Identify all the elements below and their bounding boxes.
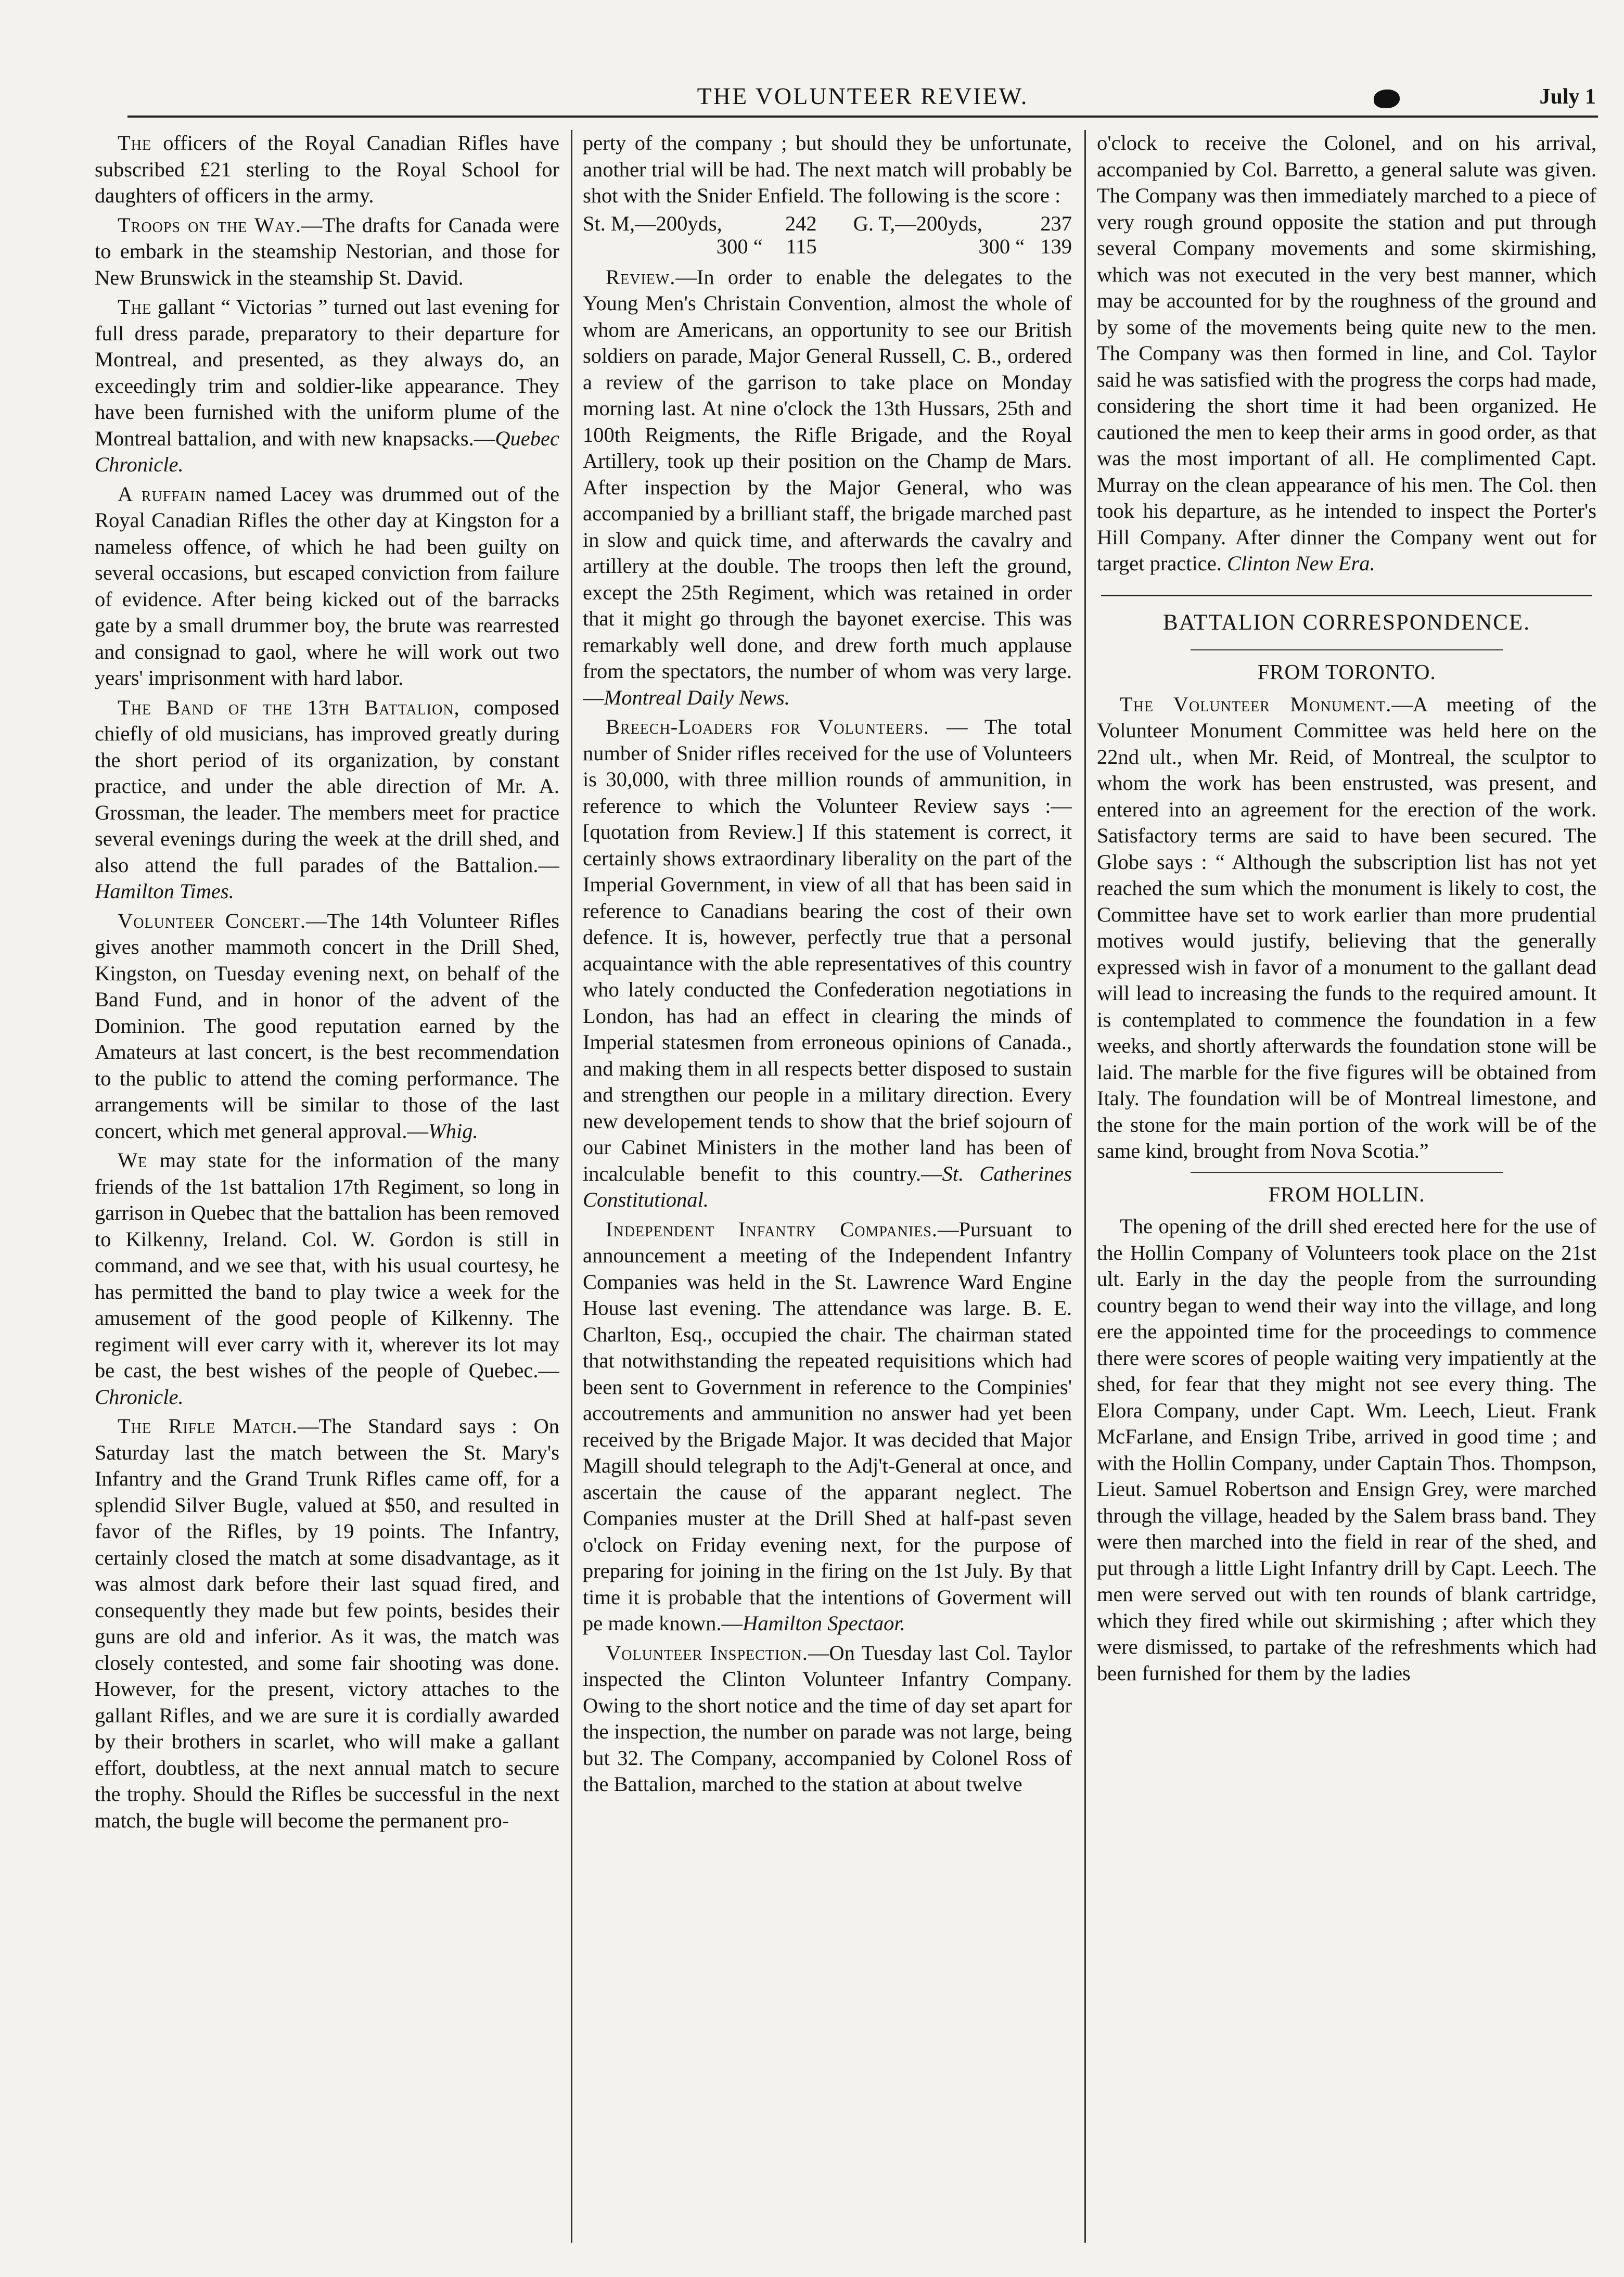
article-volunteer-inspection <box>583 1640 1072 1798</box>
article-victorias <box>95 294 559 478</box>
article-lead: Troops on the Way. <box>118 213 302 237</box>
article-body: —In order to enable the delegates to the Young Men's Christain Convention, almost the whole of whom are Americans, an opportunity to see our British soldiers on parade, Major General Russell, C. B., ordered a review of the garrison to take place on Monday morning last. At nine o'clock the 13th Hussars, 25th and 100th Reigments, the Rifle Brigade, and the Royal Artillery, took up their position on the Champ de Mars. After inspection by the Major General, who was accompanied by a brilliant staff, the brigade marched past in slow and quick time, and afterwards the cavalry and artillery at the double. The troops then left the ground, except the 25th Regiment, which was retained in order that it might go through the bayonet exercise. This was remarkably well done, and drew forth much applause from the spectators, the number of whom was very large.— <box>583 265 1072 709</box>
article-source: Whig. <box>428 1119 478 1143</box>
table-row <box>583 235 1072 258</box>
article-independent-infantry <box>583 1217 1072 1637</box>
column-rule <box>571 130 572 2243</box>
flower-ornament-icon <box>1374 89 1400 108</box>
article-lead: The Volunteer Monument. <box>1120 692 1392 716</box>
article-lead: A ruffain <box>118 482 207 506</box>
article-source: Chronicle. <box>95 1385 184 1409</box>
article-17th-regiment <box>95 1147 559 1410</box>
column-left <box>95 130 559 2253</box>
article-body: —A meeting of the Volunteer Monument Committee was held here on the 22nd ult., when Mr. Reid, of Montreal, the sculptor to whom the work has been enstrusted, was present, and entered into an agreement for the erection of the work. Satisfactory terms are said to have been secured. The Globe says : “ Although the subscription list has not yet reached the sum which the monument is likely to cost, the Committee have set to work earlier than more prudential motives would justify, believing that the generally expressed wish in favor of a monument to the gallant dead will lead to increasing the funds to the required amount. It is contemplated to commence the foundation in a few weeks, and shortly afterwards the foundation stone will be laid. The marble for the five figures will be obtained from Italy. The foundation will be of Montreal limestone, and the stone for the main portion of the work will be of the same kind, brought from Nova Scotia.” <box>1097 692 1596 1162</box>
article-body: — The total number of Snider rifles received for the use of Volunteers is 30,000, with three million rounds of ammunition, in reference to which the Volunteer Review says :—[quotation from Review.] If this statement is correct, it certainly shows extraordinary liberality on the part of the Imperial Government, in view of all that has been said in reference to Canadians bearing the cost of their own defence. It is, however, perfectly true that a personal acquaintance with the able representatives of this country who lately conducted the Confederation negotiations in London, has had an effect in clearing the minds of Imperial statesmen from erroneous opinions of Canada., and making them in all respects better disposed to sustain and strengthen our people in a military direction. Every new developement tends to show that the brief sojourn of our Cabinet Ministers in the mother land has been of incalculable benefit to this country.— <box>583 715 1072 1185</box>
article-source: Hamilton Spectaor. <box>743 1611 905 1635</box>
column-right <box>1097 130 1596 2253</box>
article-body: composed chiefly of old musicians, has improved greatly during the short period of its organization, by constant practice, and under the able direction of Mr. A. Grossman, the leader. The members meet for practice several evenings during the week at the drill shed, and also attend the full parades of the Battalion.— <box>95 695 559 877</box>
article-lead: Breech-Loaders for Volunteers. <box>606 715 929 738</box>
subsection-heading-toronto: FROM TORONTO. <box>1257 660 1436 684</box>
issue-date: July 1 <box>1539 85 1596 109</box>
article-lead: Volunteer Inspection. <box>606 1641 808 1665</box>
article-body: perty of the company ; but should they be unfortunate, another trial will be had. The next match will probably be shot with the Snider Enfield. The following is the score : <box>583 131 1072 207</box>
article-royal-canadian-rifles <box>95 130 559 209</box>
article-lead: The <box>118 295 152 318</box>
article-body: —The 14th Volunteer Rifles gives another mammoth concert in the Drill Shed, Kingston, on Tuesday evening next, on behalf of the Band Fund, and in honor of the advent of the Dominion. The good reputation earned by the Amateurs at last concert, is the best recommendation to the public to attend the coming performance. The arrangements will be similar to those of the last concert, which met general approval.— <box>95 909 559 1143</box>
score-cell: 115 <box>786 234 817 258</box>
section-heading: BATTALION CORRESPONDENCE. <box>1163 610 1530 635</box>
article-source: Hamilton Times. <box>95 879 234 903</box>
article-source: Clinton New Era. <box>1226 552 1375 575</box>
article-body: The opening of the drill shed erected here for the use of the Hollin Company of Volunteers took place on the 21st ult. Early in the day the people from the surrounding country began to wend their way into the village, and long ere the appointed time for the proceedings to commence there were scores of people waiting very impatiently at the shed, for fear that they might not see every thing. The Elora Company, under Capt. Wm. Leech, Lieut. Frank McFarlane, and Ensign Tribe, arrived in good time ; and with the Hollin Company, under Captain Thos. Thompson, Lieut. Samuel Robertson and Ensign Grey, were marched through the village, headed by the Salem brass band. They were then marched into the field in rear of the shed, and put through a little Light Infantry drill by Capt. Leech. The men were served out with ten rounds of blank cartridge, which they fired while out skirmishing ; after which they were dismissed, to partake of the refreshments which had been furnished for them by the ladies <box>1097 1214 1596 1685</box>
article-body: may state for the information of the many friends of the 1st battalion 17th Regiment, so long in garrison in Quebec that the battalion has been removed to Kilkenny, Ireland. Col. W. Gordon is still in command, and we see that, with his usual courtesy, he has permitted the band to play twice a week for the amusement of the good people of Kilkenny. The regiment will ever carry with it, wherever its lot may be cast, the best wishes of the people of Quebec.— <box>95 1148 559 1382</box>
article-ruffian <box>95 481 559 692</box>
score-cell: 242 <box>785 211 817 235</box>
article-troops-on-the-way <box>95 212 559 291</box>
article-breech-loaders <box>583 714 1072 1213</box>
article-body: officers of the Royal Canadian Rifles have subscribed £21 sterling to the Royal School for daughters of officers in the army. <box>95 131 559 207</box>
column-rule <box>1084 130 1086 2243</box>
article-volunteer-monument <box>1097 692 1596 1165</box>
section-divider <box>1101 595 1592 596</box>
score-cell: G. T,—200yds, <box>853 211 982 235</box>
score-cell: 300 “ <box>978 234 1025 258</box>
article-lead: Volunteer Concert. <box>118 909 306 932</box>
score-table <box>583 212 1072 258</box>
article-lead: The <box>118 131 152 155</box>
article-body: —The drafts for Canada were to embark in the steamship Nestorian, and those for New Brunswick in the steamship St. David. <box>95 213 559 289</box>
article-source: Quebec Chronicle. <box>95 426 559 476</box>
article-review <box>583 264 1072 711</box>
table-row <box>583 212 1072 235</box>
article-rifle-match <box>95 1413 559 1834</box>
article-volunteer-concert <box>95 908 559 1145</box>
page-title: THE VOLUNTEER REVIEW. <box>697 83 1029 109</box>
article-hollin-drill-shed <box>1097 1213 1596 1686</box>
article-band-13th <box>95 695 559 905</box>
article-lead: Review. <box>606 265 676 289</box>
article-lead: The Rifle Match. <box>118 1414 298 1438</box>
score-cell: 300 “ <box>716 234 763 258</box>
article-source: Montreal Daily News. <box>604 685 790 709</box>
score-cell: 139 <box>1040 234 1072 258</box>
article-inspection-continued <box>1097 130 1596 577</box>
subsection-divider <box>1191 649 1503 650</box>
score-cell: 237 <box>1040 211 1072 235</box>
article-lead: We <box>118 1148 148 1172</box>
subsection-divider <box>1191 1172 1503 1173</box>
article-body: —The Standard says : On Saturday last the match between the St. Mary's Infantry and the Grand Trunk Rifles came off, for a splendid Silver Bugle, valued at $50, and resulted in favor of the Rifles, by 19 points. The Infantry, certainly closed the match at some disadvantage, as it was almost dark before their last squad fired, and consequently they made but few points, besides their guns are old and inferior. As it was, the match was closely contested, and some fair shooting was done. However, for the present, victory attaches to the gallant Rifles, and we are sure it is cordially awarded by their brothers in scarlet, who will make a gallant effort, doubtless, at the next annual match to secure the trophy. Should the Rifles be successful in the next match, the bugle will become the permanent pro- <box>95 1414 559 1832</box>
article-body: named Lacey was drummed out of the Royal Canadian Rifles the other day at Kingston for a nameless offence, of which he had been guilty on several occasions, but escaped conviction from failure of evidence. After being kicked out of the barracks gate by a small drummer boy, the brute was rearrested and consignad to gaol, where he will work out two years' imprisonment with hard labor. <box>95 482 559 689</box>
article-source: St. Catherines Constitutional. <box>583 1161 1072 1211</box>
article-lead: Independent Infantry Companies. <box>606 1217 938 1241</box>
column-middle <box>583 130 1072 2253</box>
masthead <box>127 78 1598 118</box>
article-body: —On Tuesday last Col. Taylor inspected the Clinton Volunteer Infantry Company. Owing to the short notice and the time of day set apart for the inspection, the number on parade was not large, being but 32. The Company, accompanied by Colonel Ross of the Battalion, marched to the station at about twelve <box>583 1641 1072 1796</box>
article-body: —Pursuant to announcement a meeting of the Independent Infantry Companies was held in the St. Lawrence Ward Engine House last evening. The attendance was large. B. E. Charlton, Esq., occupied the chair. The chairman stated that notwithstanding the repeated requisitions which had been sent to Government in reference to the Compinies' accoutrements and ammunition no answer had yet been received by the Brigade Major. It was decided that Major Magill should telegraph to the Adj't-General at once, and ascertain the cause of the apparant neglect. The Companies muster at the Drill Shed at half-past seven o'clock on Friday evening next, for the purpose of preparing for joining in the firing on the 1st July. By that time it is probable that the intentions of Goverment will pe made known.— <box>583 1217 1072 1635</box>
subsection-heading-hollin: FROM HOLLIN. <box>1268 1182 1425 1206</box>
article-lead: The Band of the 13th Battalion, <box>118 695 460 719</box>
article-body: o'clock to receive the Colonel, and on his arrival, accompanied by Col. Barretto, a general salute was given. The Company was then immediately marched to a piece of very rough ground opposite the station and put through several Company movements and some skirmishing, which was not executed in the very best manner, which may be accounted for by the roughness of the ground and by some of the movements being quite new to the men. The Company was then formed in line, and Col. Taylor said he was satisfied with the progress the corps had made, considering the short time it had been organized. He cautioned the men to keep their arms in good order, as that was the most important of all. He complimented Capt. Murray on the clean appearance of his men. The Col. then took his departure, as he intended to inspect the Porter's Hill Company. After dinner the Company went out for target practice. <box>1097 131 1596 575</box>
score-cell: St. M,—200yds, <box>583 211 722 235</box>
article-rifle-match-continued <box>583 130 1072 209</box>
article-body: gallant “ Victorias ” turned out last evening for full dress parade, preparatory to their departure for Montreal, and presented, as they always do, an exceedingly trim and soldier-like appearance. They have been furnished with the uniform plume of the Montreal battalion, and with new knapsacks.— <box>95 295 559 450</box>
